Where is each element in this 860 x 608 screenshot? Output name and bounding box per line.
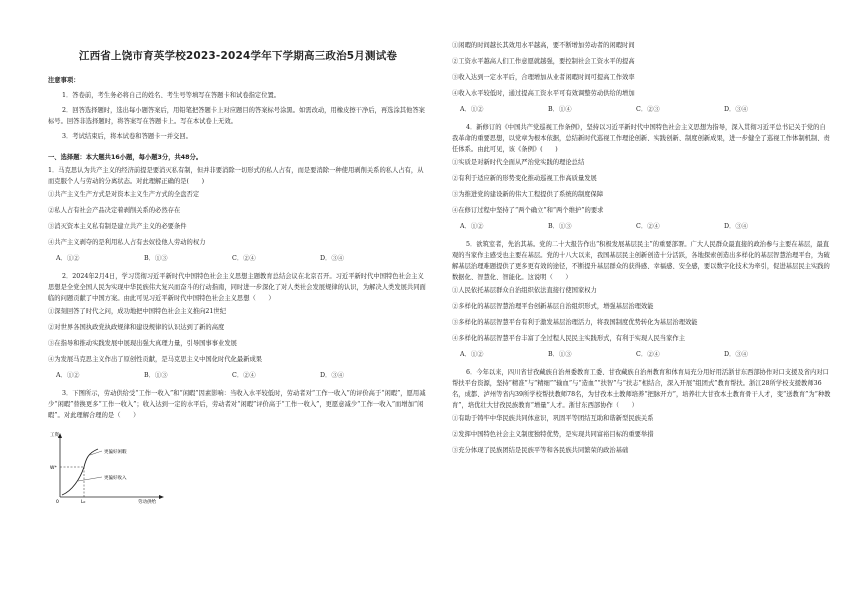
q1-choice-d: D．③④ <box>320 255 344 262</box>
q3-choices <box>452 102 832 118</box>
labor-supply-curve <box>50 429 170 504</box>
section-heading: 一、选择题：本大题共16小题，每小题3分，共48分。 <box>48 154 203 161</box>
q2-choice-a: A．①② <box>56 372 80 379</box>
graph-lower-label: 更偏好收入 <box>104 476 127 481</box>
q4-option-3: ③为推进党的建设新的伟大工程提供了系统的制度保障 <box>452 191 604 198</box>
q3-option-1: ①闲暇的时间越长其效用水平越高，要不断增加劳动者的闲暇时间 <box>452 42 635 49</box>
q1-option-3: ③消灭资本主义私有制是建立共产主义的必要条件 <box>48 223 187 230</box>
q4-option-1: ①实质是对新时代全面从严治党实践的理论总结 <box>452 159 585 166</box>
q3-choice-b: B．①④ <box>548 106 572 113</box>
q2-choice-c: C．②④ <box>232 372 256 379</box>
q2-choices <box>48 368 428 384</box>
q3-option-4: ④收入水平较低时，通过提高工资水平可有效调整劳动供给的增加 <box>452 90 635 97</box>
question-5-stem: 5．欲筑室者，先治其基。党的二十大报告作出“积极发展基层民主”的重要部署。广大人民群众最直接的政治参与主要在基层，最直观的当家作主感受也主要在基层。党的十八大以来，我国基层民主创新创造十分活跃，各地探索创造出多样化的基层智慧治理平台，为破解基层治理难题提供了更多更有效的途径，不断提升基层群众的获得感、幸福感、安全感，要以数字化技术为牵引，促进基层民主实践的数据化、智慧化、智能化。这说明（ ） <box>452 241 830 281</box>
question-1-stem: 1．马克思认为共产主义的经济前提是要消灭私有制，但并非要消除一切形式的私人占有，而是要消除一种使用剥削关系的私人占有，从而克服个人与劳动的分离状态。对此理解正确的是( ) <box>48 167 424 185</box>
q5-option-1: ①人民依托基层群众自治组织依法直接行使国家权力 <box>452 287 597 294</box>
graph-origin: 0 <box>56 500 59 504</box>
q2-option-1: ①深刻回答了时代之问，成功地把中国特色社会主义推向21世纪 <box>48 308 227 315</box>
q5-choice-a: A．①② <box>460 351 484 358</box>
left-column <box>48 0 428 504</box>
q5-choice-d: D．③④ <box>724 351 748 358</box>
q1-choice-b: B．①③ <box>144 255 168 262</box>
question-6-stem: 6．今年以来，四川省甘孜藏族自治州委教育工委、甘孜藏族自治州教育和体育局充分用好用活浙甘东西部协作对口支援及省内对口帮扶平台资源，坚持“精准”与“精细”“输血”与“造血”“扶智”与“扶志”相结合，深入开展“组团式”教育帮扶。浙江28所学校支援教师36名，成都、泸州等省内39所学校帮扶教师78名，为甘孜本土教师培养“把脉开方”，培养壮大甘孜本土教育骨干人才，变“送教育”为“种教育”，培优壮大甘孜民族教育“增量”人才。浙甘东西部协作（ ） <box>452 369 831 409</box>
q6-option-1: ①有助于铸牢中华民族共同体意识，巩固平等团结互助和谐新型民族关系 <box>452 415 654 422</box>
q2-option-4: ④为发展马克思主义作出了原创性贡献，是马克思主义中国化时代化最新成果 <box>48 356 263 363</box>
q4-choice-b: B．①③ <box>548 223 572 230</box>
q3-option-2: ②工资水平越高人们工作意愿就越强，要控制社会工资水平的提高 <box>452 58 635 65</box>
q2-choice-b: B．①③ <box>144 372 168 379</box>
notice-heading: 注意事项： <box>48 77 80 84</box>
right-column <box>452 0 832 459</box>
q3-choice-c: C．②③ <box>636 106 660 113</box>
q5-option-4: ④多样化的基层智慧平台丰富了全过程人民民主实践形式，有利于实现人民当家作主 <box>452 335 685 342</box>
q6-option-2: ②发挥中国特色社会主义制度独特优势，是实现共同富裕目标的重要举措 <box>452 431 654 438</box>
q2-choice-d: D．③④ <box>320 372 344 379</box>
q1-option-4: ④共产主义剥夺的是利用私人占有去奴役他人劳动的权力 <box>48 239 206 246</box>
graph-x-mark: L₀ <box>81 500 86 504</box>
graph-upper-label: 更偏好闲暇 <box>104 450 127 455</box>
notice-item-2: 2．回答选择题时，选出每小题答案后，用铅笔把答题卡上对应题目的答案标号涂黑。如需改动，用橡皮擦干净后，再选涂其他答案标号。回答非选择题时，将答案写在答题卡上。写在本试卷上无效。 <box>48 107 425 125</box>
q2-option-3: ③在指导和推动实践发展中展现出强大真理力量，引导国事事业发展 <box>48 340 237 347</box>
q5-choice-c: C．②④ <box>636 351 660 358</box>
notice-item-1: 1．答卷前，考生务必将自己的姓名、考生号等填写在答题卡和试卷指定位置。 <box>62 92 281 99</box>
q5-option-2: ②多样化的基层智慧治理平台创新基层自治组织形式，增强基层治理效能 <box>452 303 654 310</box>
notice-item-3: 3．考试结束后，将本试卷和答题卡一并交回。 <box>62 133 192 140</box>
question-2-stem: 2．2024年2月4日，学习贯彻习近平新时代中国特色社会主义思想主题教育总结会议在北京召开。习近平新时代中国特色社会主义思想是全党全国人民为实现中华民族伟大复兴而奋斗的行动指南，同时进一步深化了对人类社会发展规律的认识，为解决人类发展共同面临的问题贡献了中国方案。由此可见习近平新时代中国特色社会主义思想（ ） <box>48 273 426 302</box>
q2-option-2: ②对世界各国执政党执政规律和建设规律的认识达到了新的高度 <box>48 324 225 331</box>
q4-choice-a: A．①② <box>460 223 484 230</box>
graph-x-axis-label: 劳动供给 <box>138 500 156 504</box>
q5-choices <box>452 347 832 363</box>
q3-choice-d: D．③④ <box>724 106 748 113</box>
q1-choice-c: C．②④ <box>232 255 256 262</box>
q6-option-3: ③充分体现了民族团结是民族平等和各民族共同繁荣的政治基础 <box>452 447 629 454</box>
q3-option-3: ③收入达到一定水平后，合理增加从业者闲暇时间可提高工作效率 <box>452 74 635 81</box>
graph-y-mark: W* <box>50 466 57 471</box>
graph-y-axis-label: 工资 <box>50 433 59 438</box>
q4-choice-d: D．③④ <box>724 223 748 230</box>
q4-choices <box>452 219 832 235</box>
question-4-stem: 4．新修订的《中国共产党巡视工作条例》，坚持以习近平新时代中国特色社会主义思想为指导，深入贯彻习近平总书记关于党的自我革命的重要思想，以党章为根本依据，总结新时代巡视工作理论创新、实践创新、制度创新成果，进一步健全了巡视工作体制机制、责任体系。由此可见，该《条例》( ) <box>452 124 830 153</box>
labor-supply-graph <box>50 429 170 504</box>
q1-choice-a: A．①② <box>56 255 80 262</box>
q1-option-2: ②私人占有社会产品决定着剥削关系的必然存在 <box>48 207 181 214</box>
exam-title: 江西省上饶市育英学校2023-2024学年下学期高三政治5月测试卷 <box>78 50 398 62</box>
q5-option-3: ③多样化的基层智慧平台有利于激发基层治理活力，将我国制度优势转化为基层治理效能 <box>452 319 698 326</box>
q4-option-2: ②有利于适应新的形势变化推动巡视工作高质量发展 <box>452 175 597 182</box>
q1-choices <box>48 251 428 267</box>
q5-choice-b: B．①③ <box>548 351 572 358</box>
q4-option-4: ④在修订过程中坚持了“两个确立”和“两个维护”的要求 <box>452 207 604 214</box>
q4-choice-c: C．②④ <box>636 223 660 230</box>
q1-option-1: ①共产主义生产方式是对资本主义生产方式的全盘否定 <box>48 191 200 198</box>
q3-choice-a: A．①② <box>460 106 484 113</box>
question-3-stem: 3．下图所示，劳动供给受“工作一收入”和“闲暇”因素影响：当收入水平较低时，劳动者对“工作一收入”的评价高于“闲暇”，愿用减少“闲暇”替换更多“工作一收入”；收入达到一定的水平后，劳动者对“闲暇”评价高于“工作一收入”，更愿意减少“工作一收入”而增加“闲暇”。对此理解合理的是（ ） <box>48 390 426 419</box>
